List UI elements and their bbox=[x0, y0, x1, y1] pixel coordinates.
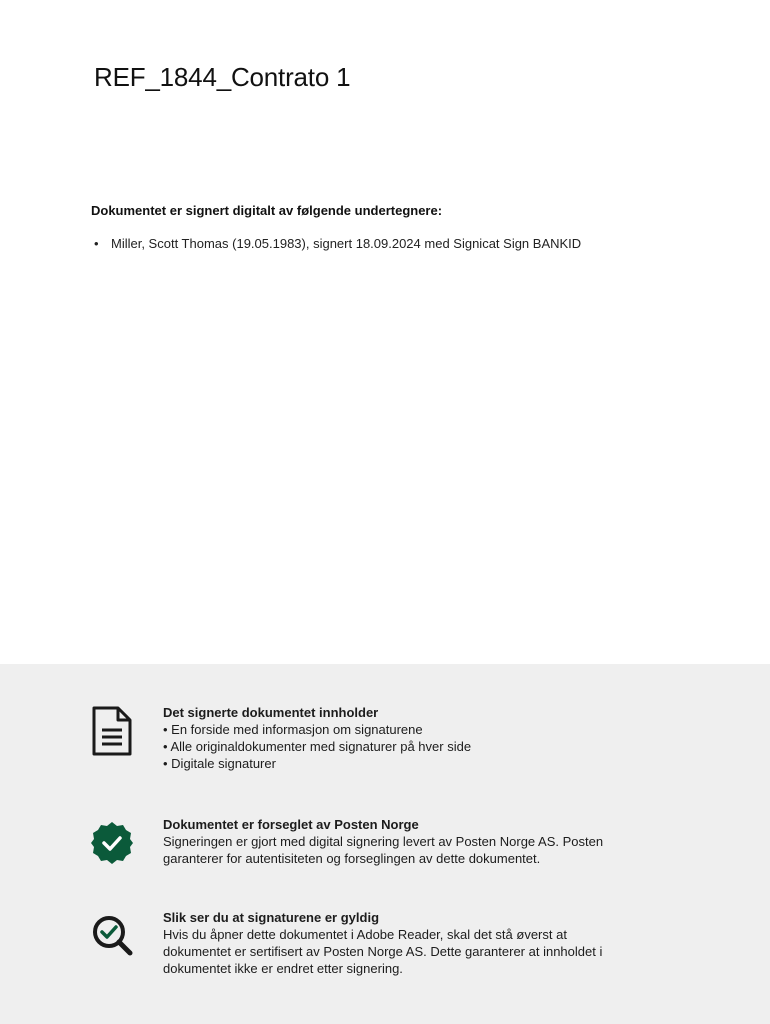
info-line: • Digitale signaturer bbox=[163, 756, 276, 771]
document-icon bbox=[88, 706, 134, 756]
page-title: REF_1844_Contrato 1 bbox=[94, 62, 351, 92]
info-line: garanterer for autentisiteten og forseglingen av dette dokumentet. bbox=[163, 851, 541, 866]
info-line: Signeringen er gjort med digital signering levert av Posten Norge AS. Posten bbox=[163, 834, 604, 849]
info-panel bbox=[0, 664, 770, 1024]
signers-heading: Dokumentet er signert digitalt av følgende undertegnere: bbox=[91, 203, 443, 218]
info-heading: Det signerte dokumentet innholder bbox=[163, 705, 379, 720]
list-item: • Miller, Scott Thomas (19.05.1983), signert 18.09.2024 med Signicat Sign BANKID bbox=[91, 236, 581, 251]
magnifier-check-icon bbox=[90, 913, 136, 963]
info-line: Hvis du åpner dette dokumentet i Adobe Reader, skal det stå øverst at bbox=[163, 927, 567, 942]
info-line: dokumentet er sertifisert av Posten Norge AS. Dette garanterer at innholdet i bbox=[163, 944, 603, 959]
info-line: • Alle originaldokumenter med signaturer på hver side bbox=[163, 739, 472, 754]
info-line: • En forside med informasjon om signaturene bbox=[163, 722, 423, 737]
info-text-validity bbox=[163, 909, 663, 977]
signer-list bbox=[91, 236, 581, 251]
info-heading: Slik ser du at signaturene er gyldig bbox=[163, 910, 380, 925]
info-text-sealed bbox=[163, 816, 663, 867]
info-line: dokumentet ikke er endret etter signering. bbox=[163, 961, 403, 976]
verified-badge-icon bbox=[89, 820, 135, 870]
info-heading: Dokumentet er forseglet av Posten Norge bbox=[163, 817, 419, 832]
info-text-contents bbox=[163, 704, 663, 772]
